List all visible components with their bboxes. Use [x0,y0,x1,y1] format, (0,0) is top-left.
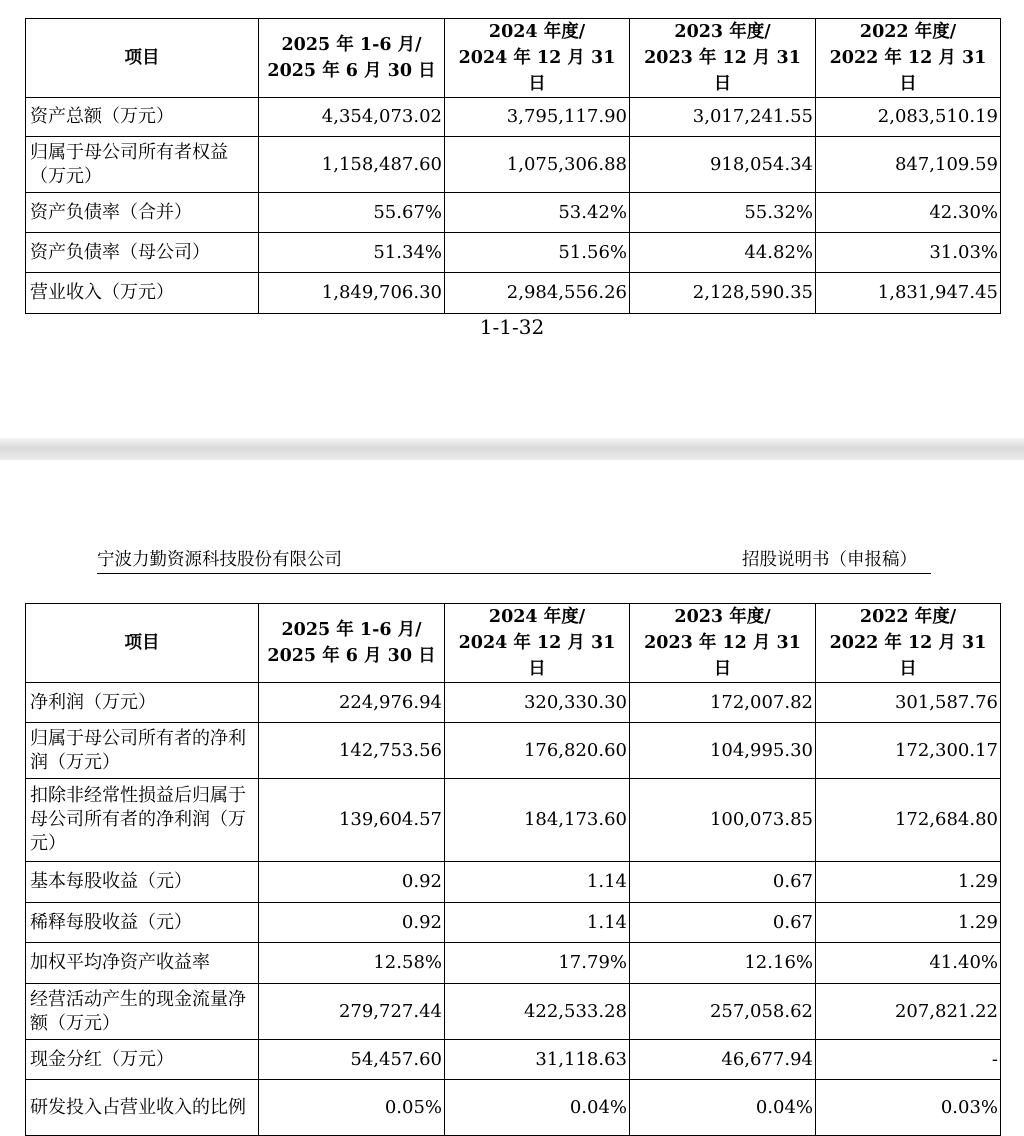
cell-value: 1.14 [445,862,630,903]
header-line: 2022 年度/ [859,607,957,627]
table-row [26,862,1001,903]
header-col-2022 [816,604,1001,683]
cell-value: 176,820.60 [445,723,630,779]
table-row [26,984,1001,1040]
header-line: 2025 年 6 月 30 日 [267,646,436,666]
page-header [97,546,931,574]
header-line: 2024 年 12 月 31 日 [458,633,616,679]
row-label: 加权平均净资产收益率 [26,943,259,984]
header-line: 2022 年度/ [859,22,957,42]
page-1-section [0,0,1024,438]
table-row [26,683,1001,723]
table-header-row [26,604,1001,683]
cell-value: 0.67 [630,862,816,903]
header-col-2024 [445,604,630,683]
header-col-2022 [816,19,1001,98]
cell-value: 55.67% [259,193,445,233]
cell-value: 279,727.44 [259,984,445,1040]
cell-value: 51.56% [445,233,630,273]
header-line: 2023 年 12 月 31 日 [644,48,801,94]
cell-value: 100,073.85 [630,779,816,862]
cell-value: 847,109.59 [816,137,1001,193]
row-label: 稀释每股收益（元） [26,903,259,943]
row-label: 资产负债率（合并） [26,193,259,233]
header-line: 2025 年 1-6 月/ [281,35,422,55]
cell-value: 1.29 [816,862,1001,903]
cell-value: 46,677.94 [630,1040,816,1080]
header-line: 2025 年 1-6 月/ [281,620,422,640]
row-label: 营业收入（万元） [26,273,259,314]
table-row [26,137,1001,193]
header-line: 2022 年 12 月 31 日 [829,633,987,679]
cell-value: 0.04% [630,1080,816,1136]
cell-value: 0.67 [630,903,816,943]
header-line: 2023 年度/ [674,22,771,42]
cell-value: 53.42% [445,193,630,233]
table-row [26,943,1001,984]
document-title: 招股说明书（申报稿） [742,550,917,570]
cell-value: 184,173.60 [445,779,630,862]
row-label: 现金分红（万元） [26,1040,259,1080]
header-line: 2025 年 6 月 30 日 [267,61,436,81]
header-col-2025h1 [259,19,445,98]
cell-value: 172,007.82 [630,683,816,723]
row-label: 归属于母公司所有者的净利润（万元） [26,723,259,779]
row-label: 经营活动产生的现金流量净额（万元） [26,984,259,1040]
cell-value: 0.05% [259,1080,445,1136]
row-label: 研发投入占营业收入的比例 [26,1080,259,1136]
cell-value: 1,158,487.60 [259,137,445,193]
table-header-row [26,19,1001,98]
company-name: 宁波力勤资源科技股份有限公司 [97,550,342,570]
table-row [26,193,1001,233]
cell-value: 12.58% [259,943,445,984]
financial-table-1 [25,18,1001,314]
table-row [26,1080,1001,1136]
cell-value: 55.32% [630,193,816,233]
table-row [26,98,1001,137]
cell-value: - [816,1040,1001,1080]
cell-value: 3,017,241.55 [630,98,816,137]
cell-value: 1,849,706.30 [259,273,445,314]
table-row [26,273,1001,314]
cell-value: 257,058.62 [630,984,816,1040]
header-line: 2024 年度/ [488,607,586,627]
cell-value: 172,684.80 [816,779,1001,862]
header-item: 项目 [26,19,259,98]
cell-value: 207,821.22 [816,984,1001,1040]
table-row [26,1040,1001,1080]
row-label: 资产负债率（母公司） [26,233,259,273]
cell-value: 0.92 [259,903,445,943]
header-col-2023 [630,19,816,98]
cell-value: 44.82% [630,233,816,273]
row-label: 净利润（万元） [26,683,259,723]
table-row [26,723,1001,779]
cell-value: 224,976.94 [259,683,445,723]
financial-table-2 [25,603,1001,1136]
cell-value: 3,795,117.90 [445,98,630,137]
page-separator [0,438,1024,460]
cell-value: 2,984,556.26 [445,273,630,314]
cell-value: 301,587.76 [816,683,1001,723]
cell-value: 0.92 [259,862,445,903]
cell-value: 1,075,306.88 [445,137,630,193]
cell-value: 172,300.17 [816,723,1001,779]
header-line: 2023 年 12 月 31 日 [644,633,801,679]
row-label: 资产总额（万元） [26,98,259,137]
cell-value: 42.30% [816,193,1001,233]
cell-value: 12.16% [630,943,816,984]
table-row [26,233,1001,273]
cell-value: 31.03% [816,233,1001,273]
header-col-2024 [445,19,630,98]
cell-value: 139,604.57 [259,779,445,862]
page-number: 1-1-32 [479,315,545,339]
cell-value: 0.03% [816,1080,1001,1136]
cell-value: 51.34% [259,233,445,273]
row-label: 基本每股收益（元） [26,862,259,903]
header-line: 2024 年 12 月 31 日 [458,48,616,94]
header-col-2023 [630,604,816,683]
row-label: 扣除非经常性损益后归属于母公司所有者的净利润（万元） [26,779,259,862]
cell-value: 1.14 [445,903,630,943]
header-line: 2023 年度/ [674,607,771,627]
cell-value: 918,054.34 [630,137,816,193]
cell-value: 422,533.28 [445,984,630,1040]
header-line: 2024 年度/ [488,22,586,42]
row-label: 归属于母公司所有者权益（万元） [26,137,259,193]
cell-value: 54,457.60 [259,1040,445,1080]
cell-value: 2,128,590.35 [630,273,816,314]
cell-value: 4,354,073.02 [259,98,445,137]
table-row [26,779,1001,862]
cell-value: 0.04% [445,1080,630,1136]
cell-value: 320,330.30 [445,683,630,723]
header-line: 2022 年 12 月 31 日 [829,48,987,94]
cell-value: 41.40% [816,943,1001,984]
cell-value: 2,083,510.19 [816,98,1001,137]
cell-value: 17.79% [445,943,630,984]
cell-value: 1.29 [816,903,1001,943]
cell-value: 142,753.56 [259,723,445,779]
cell-value: 31,118.63 [445,1040,630,1080]
table-row [26,903,1001,943]
cell-value: 104,995.30 [630,723,816,779]
page-2-section [0,460,1024,1124]
header-col-2025h1 [259,604,445,683]
cell-value: 1,831,947.45 [816,273,1001,314]
header-item: 项目 [26,604,259,683]
